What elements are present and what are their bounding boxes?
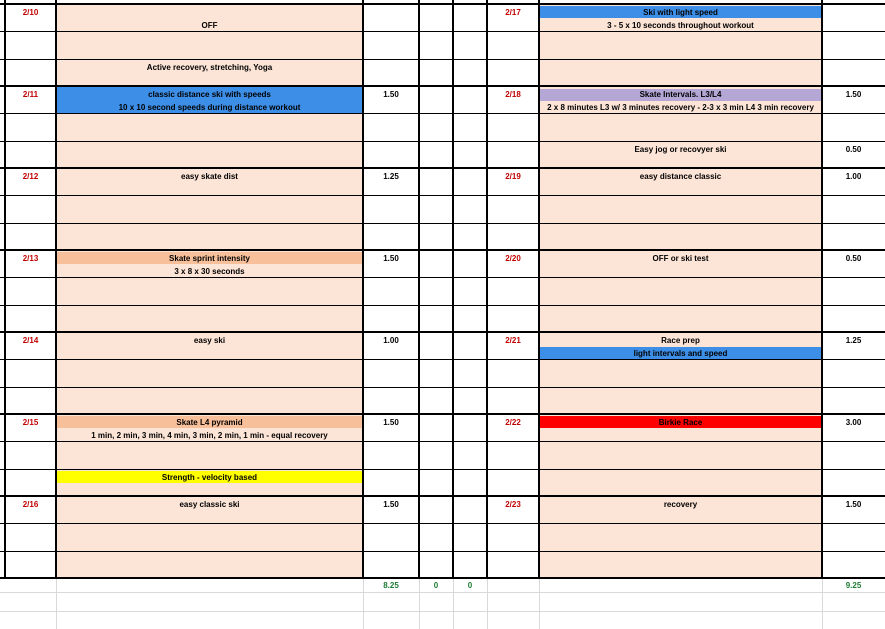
total-col-b: 0 — [467, 581, 473, 590]
day-hours: 1.50 — [383, 90, 399, 99]
row-divider — [0, 167, 885, 169]
workout-text: Race prep — [661, 336, 700, 345]
row-divider — [0, 441, 885, 442]
column-divider — [55, 0, 57, 579]
day-date: 2/21 — [505, 336, 521, 345]
day-hours: 0.50 — [845, 254, 862, 263]
workout-text: Strength - velocity based — [161, 473, 258, 482]
workout-text: OFF or ski test — [652, 254, 709, 263]
row-divider — [0, 31, 885, 32]
row-divider — [0, 113, 885, 114]
day-hours: 1.50 — [845, 500, 862, 509]
workout-text: 3 x 8 x 30 seconds — [174, 267, 245, 276]
day-date: 2/17 — [505, 8, 521, 17]
day-date: 2/19 — [505, 172, 521, 181]
row-divider — [0, 523, 885, 524]
day-date: 2/18 — [505, 90, 521, 99]
row-divider — [0, 223, 885, 224]
workout-text: Birkie Race — [658, 418, 703, 427]
workout-text: easy ski — [193, 336, 226, 345]
day-date: 2/15 — [22, 418, 39, 427]
column-divider — [362, 0, 364, 579]
day-hours: 1.50 — [383, 254, 399, 263]
total-left-hours: 8.25 — [383, 581, 399, 590]
row-divider — [0, 3, 885, 5]
day-date: 2/22 — [505, 418, 521, 427]
empty-col-line — [56, 579, 57, 629]
day-hours: 1.25 — [845, 336, 862, 345]
row-divider — [0, 305, 885, 306]
day-hours: 1.25 — [383, 172, 399, 181]
day-hours: 1.00 — [383, 336, 399, 345]
row-divider — [0, 495, 885, 497]
empty-col-line — [539, 579, 540, 629]
column-divider — [486, 0, 488, 579]
day-hours: 3.00 — [845, 418, 862, 427]
day-date: 2/16 — [22, 500, 39, 509]
total-col-a: 0 — [433, 581, 439, 590]
workout-text: easy distance classic — [639, 172, 722, 181]
workout-text: Skate Intervals. L3/L4 — [639, 90, 722, 99]
row-divider — [0, 249, 885, 251]
day-date: 2/11 — [22, 90, 39, 99]
day-date: 2/23 — [505, 500, 521, 509]
left-desc-bg — [56, 4, 363, 86]
day-hours: 1.50 — [383, 500, 399, 509]
workout-text: Skate sprint intensity — [169, 254, 250, 263]
column-divider — [538, 0, 540, 579]
row-divider — [0, 141, 885, 142]
day-date: 2/12 — [22, 172, 39, 181]
extra-hours: 0.50 — [845, 145, 862, 154]
empty-row-line — [0, 592, 885, 593]
row-divider — [0, 359, 885, 360]
column-divider — [452, 0, 454, 579]
workout-text: OFF — [201, 21, 218, 30]
workout-text: 10 x 10 second speeds during distance workout — [118, 103, 301, 112]
row-divider — [0, 577, 885, 579]
column-divider — [418, 0, 420, 579]
row-divider — [0, 85, 885, 87]
workout-text: light intervals and speed — [633, 349, 728, 358]
row-divider — [0, 195, 885, 196]
workout-text: Active recovery, stretching, Yoga — [146, 63, 273, 72]
row-divider — [0, 277, 885, 278]
workout-text: Easy jog or recovyer ski — [634, 145, 727, 154]
workout-text: 3 - 5 x 10 seconds throughout workout — [607, 21, 754, 30]
column-divider — [821, 0, 823, 579]
row-divider — [0, 551, 885, 552]
day-hours: 1.50 — [845, 90, 862, 99]
workout-text: Skate L4 pyramid — [176, 418, 243, 427]
day-date: 2/10 — [22, 8, 39, 17]
day-hours: 1.00 — [845, 172, 862, 181]
workout-text: recovery — [663, 500, 698, 509]
row-divider — [0, 59, 885, 60]
workout-text: Ski with light speed — [643, 8, 718, 17]
row-divider — [0, 413, 885, 415]
workout-text: easy skate dist — [181, 172, 238, 181]
column-divider — [4, 0, 6, 579]
row-divider — [0, 387, 885, 388]
day-date: 2/14 — [22, 336, 39, 345]
empty-row-line — [0, 611, 885, 612]
workout-text: easy classic ski — [179, 500, 240, 509]
day-hours: 1.50 — [383, 418, 399, 427]
day-date: 2/20 — [505, 254, 521, 263]
total-right-hours: 9.25 — [845, 581, 862, 590]
row-divider — [0, 469, 885, 470]
empty-col-line — [487, 579, 488, 629]
row-divider — [0, 331, 885, 333]
day-date: 2/13 — [22, 254, 39, 263]
workout-text: 1 min, 2 min, 3 min, 4 min, 3 min, 2 min, 1 min - equal recovery — [91, 431, 328, 440]
workout-text: 2 x 8 minutes L3 w/ 3 minutes recovery - 2-3 x 3 min L4 3 min recovery — [547, 103, 814, 112]
workout-text: classic distance ski with speeds — [148, 90, 271, 99]
